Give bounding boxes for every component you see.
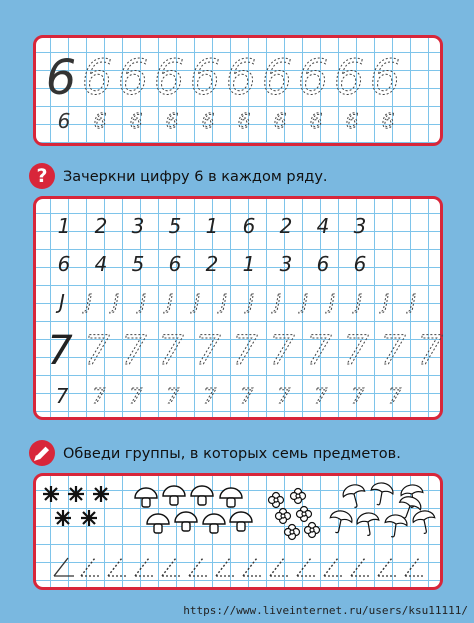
digit-6-large: 6: [225, 50, 257, 106]
snowflake-icon: [43, 486, 59, 502]
digit-7-large: 7: [158, 328, 184, 374]
slash-stroke: [108, 558, 122, 576]
digit-6-large: 6: [369, 50, 401, 106]
digit-7-small: 7: [277, 384, 291, 408]
umbrella-icon: [369, 481, 395, 507]
j-stroke: J: [356, 290, 362, 314]
j-stroke: J: [59, 290, 65, 314]
digit: 6: [57, 252, 71, 276]
digit: 6: [353, 252, 367, 276]
digit-6-large: 6: [117, 50, 149, 106]
umbrella-icon: [411, 509, 437, 535]
slash-stroke: [216, 558, 230, 576]
j-stroke: J: [302, 290, 308, 314]
watermark-url: https://www.liveinternet.ru/users/ksu11111/: [183, 604, 468, 617]
digit-6-small: 6: [273, 109, 287, 133]
slash-stroke: [162, 558, 176, 576]
digit: 4: [316, 214, 330, 238]
digit-6-small: 6: [201, 109, 215, 133]
flower-icon: [285, 525, 300, 540]
mushroom-icon: [135, 488, 157, 507]
tracing-panel-digit-6: [33, 35, 443, 146]
digit-7-small: 7: [166, 384, 180, 408]
flower-icon: [291, 489, 306, 504]
umbrella-icon: [383, 514, 408, 539]
mushroom-icon: [230, 512, 252, 531]
digit-6-small: 6: [57, 109, 71, 133]
object-groups-panel: [33, 473, 443, 590]
snowflake-icon: [81, 510, 97, 526]
digit: 2: [94, 214, 108, 238]
digit: 6: [316, 252, 330, 276]
j-stroke: J: [275, 290, 281, 314]
digit-6-small: 6: [237, 109, 251, 133]
digit: 2: [279, 214, 293, 238]
j-stroke: J: [329, 290, 335, 314]
digit: 4: [94, 252, 108, 276]
digit-7-large: 7: [269, 328, 295, 374]
j-stroke: J: [113, 290, 119, 314]
mushroom-icon: [175, 512, 197, 531]
digit-7-large: 7: [47, 328, 73, 374]
digit-6-large: 6: [333, 50, 365, 106]
digit: 3: [279, 252, 293, 276]
digit-6-small: 6: [345, 109, 359, 133]
slash-tracing-row: [54, 558, 425, 576]
digit-6-tracing-rows: [36, 38, 440, 143]
digit-7-large: 7: [417, 328, 443, 374]
digit-7-large: 7: [306, 328, 332, 374]
snowflake-icon: [55, 510, 71, 526]
digit-7-small: 7: [351, 384, 365, 408]
digit: 3: [353, 214, 367, 238]
digit-6-small: 6: [129, 109, 143, 133]
digit-6-large: 6: [45, 50, 77, 106]
digit: 5: [131, 252, 145, 276]
object-groups: [36, 476, 440, 587]
digit-6-large: 6: [261, 50, 293, 106]
flower-group: [269, 489, 320, 540]
flower-icon: [305, 523, 320, 538]
digit-7-small: 7: [55, 384, 69, 408]
j-stroke: J: [140, 290, 146, 314]
umbrella-icon: [356, 511, 382, 537]
cross-out-six-panel: [33, 196, 443, 420]
digit: 6: [168, 252, 182, 276]
j-stroke: J: [221, 290, 227, 314]
j-stroke: J: [248, 290, 254, 314]
j-stroke: J: [194, 290, 200, 314]
j-stroke: J: [86, 290, 92, 314]
digit-7-large: 7: [195, 328, 221, 374]
digit-rows: [36, 199, 443, 417]
slash-stroke: [324, 558, 338, 576]
digit: 1: [57, 214, 71, 238]
digit-7-large: 7: [84, 328, 110, 374]
umbrella-icon: [341, 482, 368, 509]
digit-7-small: 7: [314, 384, 328, 408]
flower-icon: [269, 493, 284, 508]
slash-stroke: [405, 558, 419, 576]
digit-6-large: 6: [81, 50, 113, 106]
task2-instruction: Зачеркни цифру 6 в каждом ряду.: [63, 169, 328, 185]
snowflake-icon: [93, 486, 109, 502]
slash-stroke: [54, 558, 68, 576]
mushroom-icon: [191, 486, 213, 505]
slash-stroke: [81, 558, 95, 576]
digit-6-small: 6: [381, 109, 395, 133]
flower-icon: [276, 509, 291, 524]
mushroom-group: [135, 486, 252, 533]
umbrella-group: [327, 481, 437, 538]
slash-stroke: [189, 558, 203, 576]
mushroom-icon: [203, 514, 225, 533]
digit: 1: [205, 214, 219, 238]
digit-6-small: 6: [93, 109, 107, 133]
digit: 2: [205, 252, 219, 276]
mushroom-icon: [220, 488, 242, 507]
digit-7-large: 7: [232, 328, 258, 374]
digit: 1: [242, 252, 256, 276]
digit-6-large: 6: [153, 50, 185, 106]
digit-7-small: 7: [240, 384, 254, 408]
slash-stroke: [351, 558, 365, 576]
digit-6-large: 6: [189, 50, 221, 106]
pencil-icon: [29, 440, 55, 466]
snowflake-icon: [68, 486, 84, 502]
umbrella-icon: [327, 509, 353, 535]
digit: 5: [168, 214, 182, 238]
j-stroke: J: [383, 290, 389, 314]
digit-7-small: 7: [203, 384, 217, 408]
slash-stroke: [378, 558, 392, 576]
digit-6-large: 6: [297, 50, 329, 106]
slash-stroke: [297, 558, 311, 576]
digit: 6: [242, 214, 256, 238]
task3-instruction: Обведи группы, в которых семь предметов.: [63, 446, 401, 462]
mushroom-icon: [163, 486, 185, 505]
digit-6-small: 6: [309, 109, 323, 133]
j-stroke: J: [410, 290, 416, 314]
digit-7-large: 7: [121, 328, 147, 374]
slash-stroke: [243, 558, 257, 576]
digit-7-small: 7: [92, 384, 106, 408]
digit-7-large: 7: [343, 328, 369, 374]
digit-7-small: 7: [388, 384, 402, 408]
snowflake-group: [43, 486, 109, 526]
flower-icon: [297, 507, 312, 522]
slash-stroke: [135, 558, 149, 576]
mushroom-icon: [147, 514, 169, 533]
digit-7-small: 7: [129, 384, 143, 408]
question-mark-icon: ?: [29, 163, 55, 189]
digit-6-small: 6: [165, 109, 179, 133]
slash-stroke: [270, 558, 284, 576]
digit: 3: [131, 214, 145, 238]
digit-7-large: 7: [380, 328, 406, 374]
j-stroke: J: [167, 290, 173, 314]
